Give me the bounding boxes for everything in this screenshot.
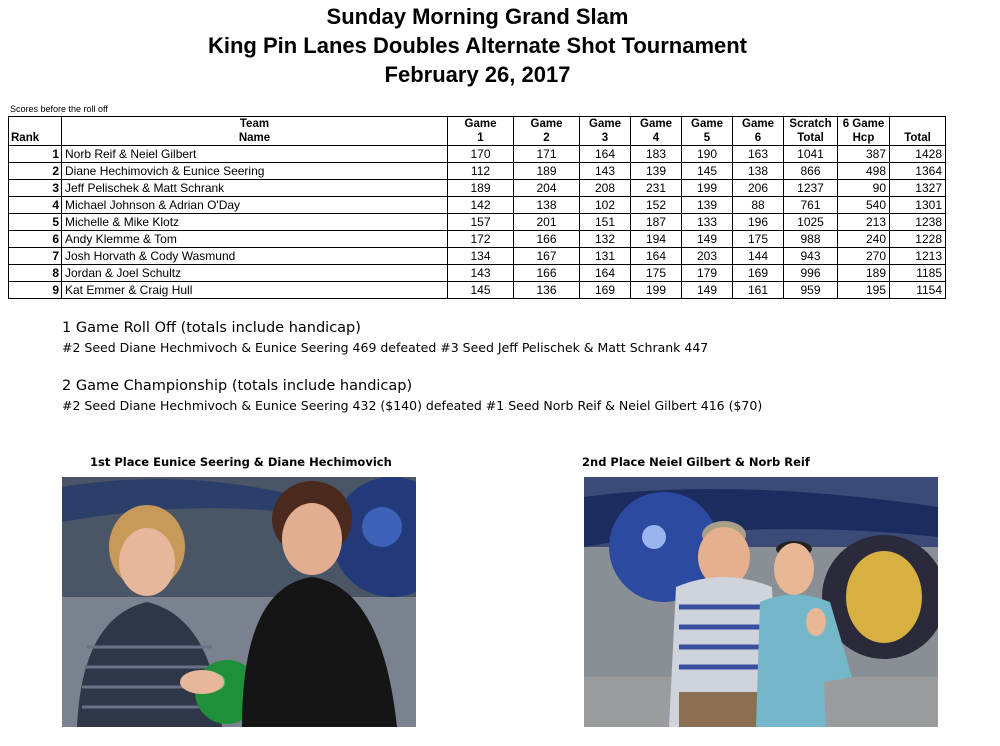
game2-cell: 201 (514, 214, 580, 231)
game1-cell: 189 (448, 180, 514, 197)
game6-cell: 88 (733, 197, 784, 214)
scratch-header: Scratch Total (784, 117, 838, 146)
title-line-3: February 26, 2017 (384, 62, 571, 87)
game2-cell: 166 (514, 231, 580, 248)
rolloff-detail: #2 Seed Diane Hechmivoch & Eunice Seering 469 defeated #3 Seed Jeff Pelischek & Matt Schrank 447 (62, 340, 709, 355)
scratch-total-cell: 761 (784, 197, 838, 214)
rolloff-heading: 1 Game Roll Off (totals include handicap) (62, 320, 361, 336)
second-place-caption: 2nd Place Neiel Gilbert & Norb Reif (582, 455, 810, 469)
rank-cell: 9 (9, 282, 62, 299)
game2-cell: 167 (514, 248, 580, 265)
rank-cell: 4 (9, 197, 62, 214)
first-place-block (62, 455, 416, 727)
game6-cell: 169 (733, 265, 784, 282)
game4-cell: 199 (631, 282, 682, 299)
game5-cell: 145 (682, 163, 733, 180)
rank-cell: 2 (9, 163, 62, 180)
team-name-cell: Jeff Pelischek & Matt Schrank (62, 180, 448, 197)
game4-cell: 152 (631, 197, 682, 214)
scratch-total-cell: 959 (784, 282, 838, 299)
game5-cell: 199 (682, 180, 733, 197)
rank-cell: 1 (9, 146, 62, 163)
game4-cell: 175 (631, 265, 682, 282)
game3-header: Game 3 (580, 117, 631, 146)
game1-cell: 170 (448, 146, 514, 163)
game4-cell: 187 (631, 214, 682, 231)
rank-header: Rank (9, 117, 62, 146)
total-cell: 1364 (890, 163, 946, 180)
game4-cell: 183 (631, 146, 682, 163)
rank-cell: 7 (9, 248, 62, 265)
first-place-photo (62, 477, 416, 727)
game1-cell: 145 (448, 282, 514, 299)
rolloff-section (62, 320, 708, 355)
game2-cell: 189 (514, 163, 580, 180)
game1-cell: 142 (448, 197, 514, 214)
team-name-cell: Diane Hechimovich & Eunice Seering (62, 163, 448, 180)
handicap-cell: 540 (838, 197, 890, 214)
game6-header: Game 6 (733, 117, 784, 146)
total-cell: 1301 (890, 197, 946, 214)
game1-cell: 134 (448, 248, 514, 265)
game2-cell: 171 (514, 146, 580, 163)
table-header-row (9, 117, 946, 146)
game3-cell: 131 (580, 248, 631, 265)
scratch-total-cell: 866 (784, 163, 838, 180)
championship-section (62, 378, 762, 413)
game4-cell: 164 (631, 248, 682, 265)
total-cell: 1327 (890, 180, 946, 197)
game5-cell: 133 (682, 214, 733, 231)
game3-cell: 102 (580, 197, 631, 214)
table-row (9, 146, 946, 163)
team-header: Team Name (62, 117, 448, 146)
game1-cell: 157 (448, 214, 514, 231)
game5-cell: 203 (682, 248, 733, 265)
game3-cell: 208 (580, 180, 631, 197)
team-name-cell: Michael Johnson & Adrian O'Day (62, 197, 448, 214)
table-row (9, 197, 946, 214)
game2-cell: 204 (514, 180, 580, 197)
rank-cell: 5 (9, 214, 62, 231)
table-row (9, 282, 946, 299)
title-line-2: King Pin Lanes Doubles Alternate Shot Tournament (207, 33, 748, 58)
game5-cell: 139 (682, 197, 733, 214)
game2-cell: 138 (514, 197, 580, 214)
second-place-block (584, 455, 938, 727)
game4-cell: 139 (631, 163, 682, 180)
scratch-total-cell: 1237 (784, 180, 838, 197)
scratch-total-cell: 988 (784, 231, 838, 248)
handicap-cell: 387 (838, 146, 890, 163)
total-cell: 1428 (890, 146, 946, 163)
game3-cell: 164 (580, 146, 631, 163)
table-row (9, 214, 946, 231)
team-name-cell: Michelle & Mike Klotz (62, 214, 448, 231)
game3-cell: 164 (580, 265, 631, 282)
team-name-cell: Norb Reif & Neiel Gilbert (62, 146, 448, 163)
table-row (9, 231, 946, 248)
rank-cell: 6 (9, 231, 62, 248)
game2-cell: 136 (514, 282, 580, 299)
total-cell: 1228 (890, 231, 946, 248)
game3-cell: 143 (580, 163, 631, 180)
total-header: Total (890, 117, 946, 146)
game1-header: Game 1 (448, 117, 514, 146)
game4-header: Game 4 (631, 117, 682, 146)
game6-cell: 175 (733, 231, 784, 248)
game6-cell: 163 (733, 146, 784, 163)
handicap-cell: 195 (838, 282, 890, 299)
table-row (9, 248, 946, 265)
total-cell: 1238 (890, 214, 946, 231)
scores-table (8, 116, 946, 299)
game6-cell: 161 (733, 282, 784, 299)
game6-cell: 138 (733, 163, 784, 180)
handicap-cell: 270 (838, 248, 890, 265)
total-cell: 1154 (890, 282, 946, 299)
game2-cell: 166 (514, 265, 580, 282)
game3-cell: 169 (580, 282, 631, 299)
total-cell: 1185 (890, 265, 946, 282)
rank-cell: 8 (9, 265, 62, 282)
championship-heading: 2 Game Championship (totals include handicap) (62, 378, 413, 394)
game6-cell: 196 (733, 214, 784, 231)
game2-header: Game 2 (514, 117, 580, 146)
championship-detail: #2 Seed Diane Hechmivoch & Eunice Seering 432 ($140) defeated #1 Seed Norb Reif & Neiel Gilbert 416 ($70) (62, 398, 763, 413)
team-name-cell: Josh Horvath & Cody Wasmund (62, 248, 448, 265)
first-place-caption: 1st Place Eunice Seering & Diane Hechimovich (90, 455, 392, 469)
handicap-cell: 189 (838, 265, 890, 282)
scores-note: Scores before the roll off (10, 104, 108, 114)
game5-header: Game 5 (682, 117, 733, 146)
handicap-cell: 498 (838, 163, 890, 180)
game6-cell: 144 (733, 248, 784, 265)
table-row (9, 163, 946, 180)
game1-cell: 143 (448, 265, 514, 282)
table-row (9, 180, 946, 197)
score-rows (9, 146, 946, 299)
total-cell: 1213 (890, 248, 946, 265)
scratch-total-cell: 943 (784, 248, 838, 265)
handicap-cell: 213 (838, 214, 890, 231)
hcp-header: 6 Game Hcp (838, 117, 890, 146)
rank-cell: 3 (9, 180, 62, 197)
game4-cell: 231 (631, 180, 682, 197)
scratch-total-cell: 996 (784, 265, 838, 282)
game1-cell: 112 (448, 163, 514, 180)
scratch-total-cell: 1025 (784, 214, 838, 231)
table-row (9, 265, 946, 282)
title-line-1: Sunday Morning Grand Slam (326, 4, 629, 29)
game5-cell: 149 (682, 231, 733, 248)
game3-cell: 132 (580, 231, 631, 248)
game5-cell: 190 (682, 146, 733, 163)
game5-cell: 179 (682, 265, 733, 282)
team-name-cell: Jordan & Joel Schultz (62, 265, 448, 282)
second-place-photo (584, 477, 938, 727)
document-title (0, 2, 955, 89)
scratch-total-cell: 1041 (784, 146, 838, 163)
handicap-cell: 240 (838, 231, 890, 248)
game6-cell: 206 (733, 180, 784, 197)
team-name-cell: Andy Klemme & Tom (62, 231, 448, 248)
game3-cell: 151 (580, 214, 631, 231)
handicap-cell: 90 (838, 180, 890, 197)
game1-cell: 172 (448, 231, 514, 248)
team-name-cell: Kat Emmer & Craig Hull (62, 282, 448, 299)
game5-cell: 149 (682, 282, 733, 299)
game4-cell: 194 (631, 231, 682, 248)
